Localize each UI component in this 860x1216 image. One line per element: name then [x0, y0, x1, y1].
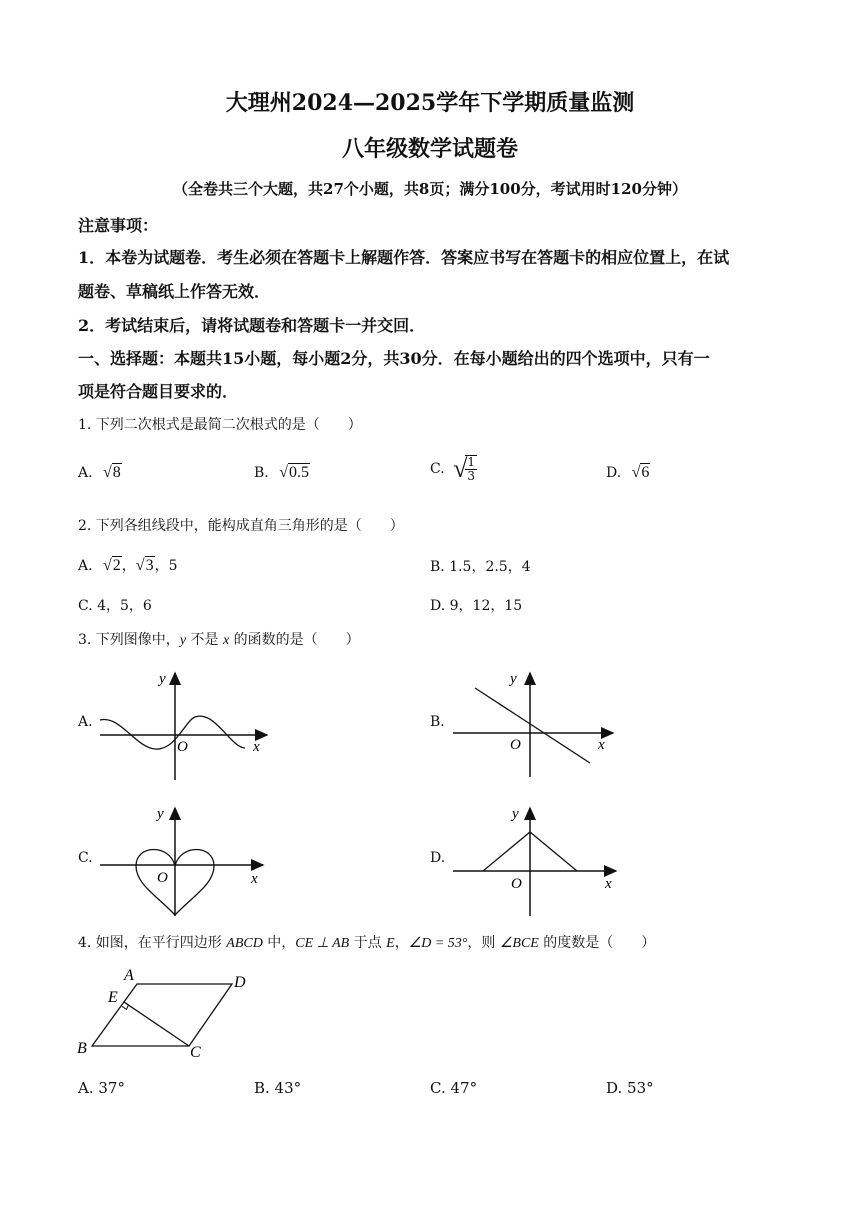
q4-option-a: A. 37°: [78, 1079, 125, 1097]
q3-graph-a: [95, 665, 275, 785]
q4-stem-abcd: ABCD: [226, 936, 263, 951]
q2-option-a-tail: ，5: [154, 558, 178, 574]
q3-graph-a-origin: O: [177, 739, 188, 755]
q3-graph-b-x-label: x: [598, 737, 605, 753]
exam-title: 大理州2024—2025学年下学期质量监测: [225, 90, 635, 116]
q3-graph-c-origin: O: [157, 870, 168, 886]
q1-option-a: [78, 464, 122, 482]
q3-stem-part-3: 的函数的是（ ）: [229, 632, 360, 648]
q1-option-c-denominator: 3: [467, 469, 476, 483]
q3-graph-b-y-label: y: [510, 671, 517, 687]
notice-heading: 注意事项：: [78, 216, 159, 235]
q1-option-a-label: A.: [78, 465, 93, 481]
q3-graph-c-y-label: y: [157, 806, 164, 822]
q4-label-a: A: [124, 967, 134, 984]
q3-stem-var-y: y: [179, 633, 187, 648]
q3-graph-d: [448, 800, 628, 920]
q3-stem-var-x: x: [222, 633, 230, 648]
q2-option-a-radical-2: √3: [135, 557, 154, 574]
section-1-line-2: 项是符合题目要求的．: [78, 382, 239, 401]
q4-label-d: D: [234, 974, 246, 991]
q4-stem-part-1: 4. 如图，在平行四边形: [78, 935, 227, 951]
q4-label-b: B: [77, 1040, 87, 1057]
q4-stem-part-2: 中，: [262, 935, 296, 951]
q3-graph-b: [448, 665, 628, 785]
q4-stem-angle-d: ∠D = 53°: [408, 936, 468, 951]
q3-graph-d-x-label: x: [605, 876, 612, 892]
q4-label-c: C: [190, 1044, 201, 1061]
q3-graph-a-y-label: y: [159, 671, 166, 687]
q1-option-a-value: 8: [112, 464, 121, 481]
q3-graph-b-line: [475, 688, 590, 763]
q1-option-b-value: 0.5: [288, 464, 309, 481]
q4-parallelogram-figure: [72, 962, 272, 1062]
q1-option-c: [430, 454, 477, 484]
notice-item-1-line-2: 题卷、草稿纸上作答无效．: [78, 282, 271, 301]
q4-option-c: C. 47°: [430, 1079, 478, 1097]
q4-stem-e: E: [386, 936, 395, 951]
q4-stem-perp: CE ⊥ AB: [295, 936, 350, 951]
q4-option-d: D. 53°: [606, 1079, 654, 1097]
q3-option-d-label: D.: [430, 850, 446, 866]
q4-stem-part-3: 于点: [349, 935, 387, 951]
q4-stem-part-5: ，则: [467, 935, 500, 951]
q3-graph-a-curve: [100, 716, 245, 749]
exam-info: （全卷共三个大题，共27个小题，共8页；满分100分，考试用时120分钟）: [173, 180, 687, 198]
q1-option-b-label: B.: [254, 465, 269, 481]
q2-option-c: C. 4，5，6: [78, 598, 152, 614]
q3-graph-c-x-label: x: [251, 871, 258, 887]
q1-option-c-radical-sign: √: [453, 454, 468, 483]
notice-item-1-line-1: 1．本卷为试题卷．考生必须在答题卡上解题作答．答案应书写在答题卡的相应位置上，在试: [78, 248, 730, 267]
q4-segment-ce: [124, 1002, 189, 1046]
q1-option-b-radical: √0.5: [279, 464, 309, 481]
q3-option-b-label: B.: [430, 714, 445, 730]
q2-option-a-value-2: 3: [145, 557, 154, 574]
q1-option-c-fraction: [465, 455, 477, 483]
q3-stem-part-1: 3. 下列图像中，: [78, 632, 180, 648]
q3-graph-d-y-label: y: [512, 806, 519, 822]
q3-option-a-label: A.: [78, 714, 93, 730]
q4-right-angle-mark: [122, 1005, 128, 1009]
q4-option-b: B. 43°: [254, 1079, 302, 1097]
q2-option-a-separator: ，: [121, 558, 136, 574]
q3-graph-a-x-label: x: [253, 739, 260, 755]
q1-option-d-value: 6: [641, 464, 650, 481]
q1-stem: 1. 下列二次根式是最简二次根式的是（ ）: [78, 417, 362, 433]
exam-subtitle: 八年级数学试题卷: [341, 136, 518, 162]
q2-option-b: B. 1.5，2.5，4: [430, 559, 531, 575]
q4-stem-part-4: ，: [394, 935, 409, 951]
q2-option-a-label: A.: [78, 558, 93, 574]
q4-stem-angle-bce: ∠BCE: [499, 936, 539, 951]
q3-graph-d-origin: O: [511, 876, 522, 892]
q2-option-a-radical-1: √2: [103, 557, 121, 574]
q4-stem-part-6: 的度数是（ ）: [538, 935, 656, 951]
notice-item-2: 2．考试结束后，请将试题卷和答题卡一并交回．: [78, 316, 426, 335]
q3-stem: [78, 629, 360, 649]
q2-option-a: [78, 555, 178, 575]
q2-option-a-value-1: 2: [112, 557, 121, 574]
q2-stem: 2. 下列各组线段中，能构成直角三角形的是（ ）: [78, 518, 404, 534]
section-1-line-1: 一、选择题：本题共15小题，每小题2分，共30分．在每小题给出的四个选项中，只有一: [78, 349, 710, 368]
q4-label-e: E: [108, 989, 118, 1006]
q2-option-d: D. 9，12，15: [430, 598, 523, 614]
q1-option-c-numerator: 1: [467, 455, 476, 469]
q3-stem-part-2: 不是: [186, 632, 223, 648]
q3-graph-b-origin: O: [510, 737, 521, 753]
q3-option-c-label: C.: [78, 850, 93, 866]
q1-option-d-label: D.: [606, 465, 622, 481]
q1-option-b: [254, 464, 310, 482]
q1-option-c-label: C.: [430, 461, 445, 477]
q4-stem: [78, 932, 655, 952]
q1-option-a-radical: √8: [103, 464, 121, 481]
q1-option-d-radical: √6: [631, 464, 650, 481]
q3-graph-c: [95, 800, 275, 920]
q1-option-d: [606, 464, 650, 482]
